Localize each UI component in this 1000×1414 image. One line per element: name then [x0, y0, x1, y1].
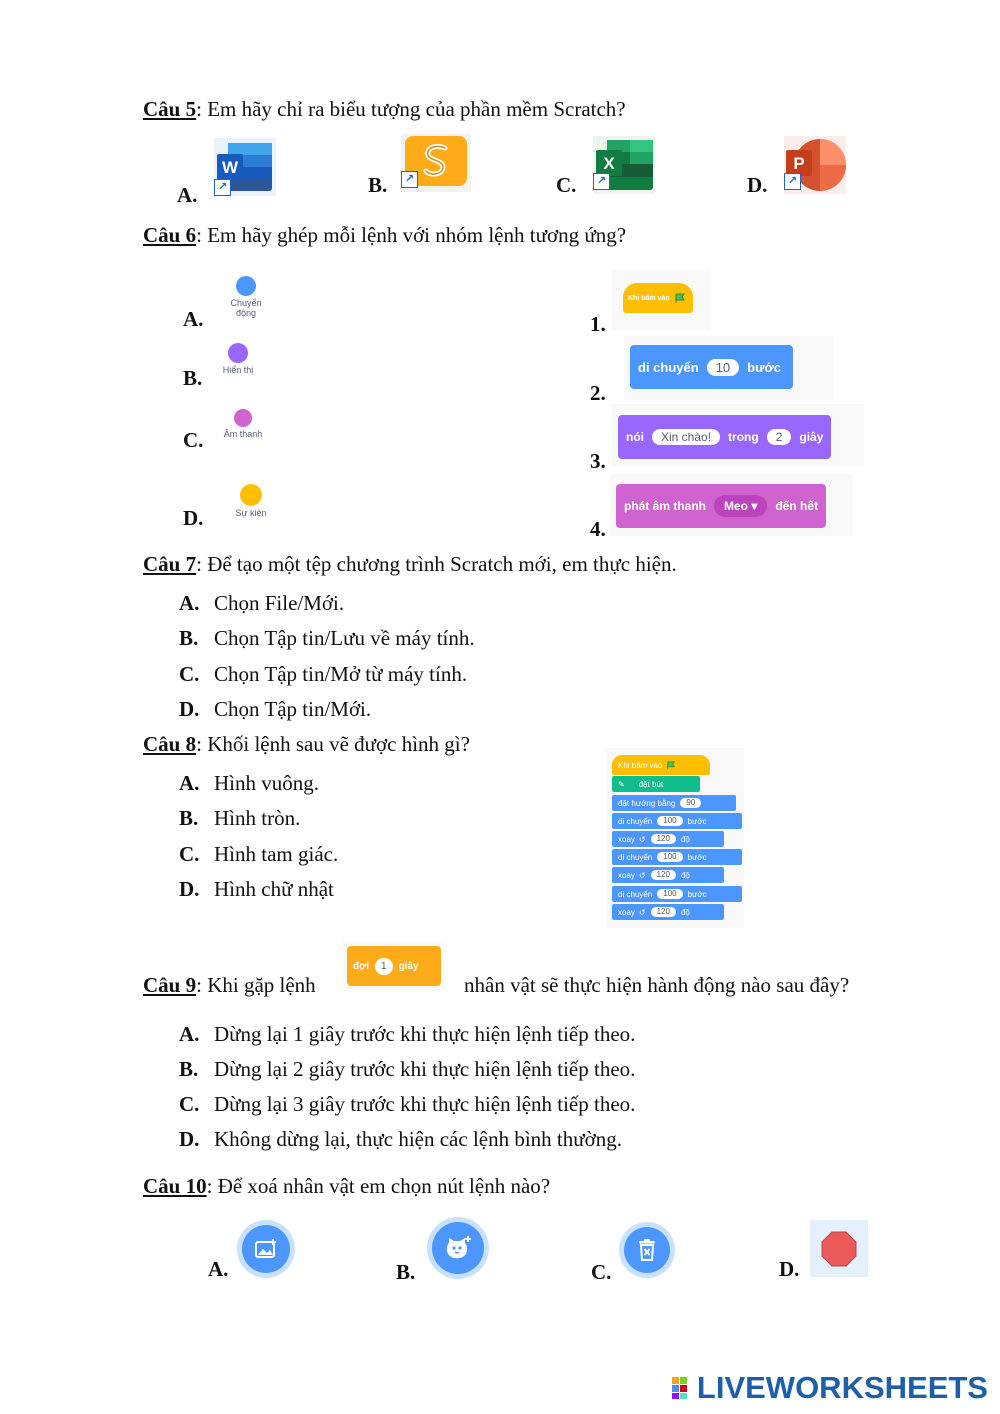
q7-option-d[interactable]: D. Chọn Tập tin/Mới. [179, 697, 372, 721]
liveworksheets-logo: LIVEWORKSHEETS [671, 1370, 988, 1406]
question-7: Câu 7: Để tạo một tệp chương trình Scratch mới, em thực hiện. [143, 552, 677, 576]
sound-dot-icon [234, 409, 252, 427]
move-steps-block[interactable]: di chuyển 10 bước [630, 345, 793, 389]
turn-degrees-block[interactable]: xoay ↺ 120 độ [612, 831, 724, 847]
q5-option-a-label: A. [177, 183, 198, 207]
q10-option-b-label: B. [396, 1260, 416, 1284]
point-direction-block[interactable]: đặt hướng bằng 90 [612, 795, 736, 811]
q5-option-c-label: C. [556, 173, 577, 197]
q10-option-c-label: C. [591, 1260, 612, 1284]
question-5: Câu 5: Em hãy chỉ ra biểu tượng của phần mềm Scratch? [143, 97, 626, 121]
say-seconds-input[interactable]: 2 [767, 429, 792, 445]
q6-left-c-label: C. [183, 428, 204, 452]
turn-left-icon: ↺ [638, 834, 646, 844]
q7-option-a[interactable]: A. Chọn File/Mới. [179, 591, 345, 615]
stop-button[interactable] [810, 1220, 868, 1277]
question-9: Câu 9: Khi gặp lệnh [143, 973, 316, 997]
excel-icon[interactable] [593, 136, 655, 194]
turn-degrees-block[interactable]: xoay ↺ 120 độ [612, 904, 724, 920]
word-icon[interactable] [214, 138, 276, 196]
shortcut-arrow-icon: ↗ [593, 173, 610, 190]
scratch-icon[interactable] [401, 134, 471, 192]
svg-text:X: X [603, 154, 615, 173]
pen-down-block[interactable]: ✎ đặt bút [612, 776, 700, 792]
q8-option-c[interactable]: C. Hình tam giác. [179, 842, 339, 866]
q9-option-d[interactable]: D. Không dừng lại, thực hiện các lệnh bình thường. [179, 1127, 623, 1151]
wait-seconds-block[interactable]: đợi 1 giây [347, 946, 441, 986]
q6-right-1-label: 1. [590, 312, 606, 336]
motion-dot-icon [236, 276, 256, 296]
q6-left-a-label: A. [183, 307, 204, 331]
q10-option-d-label: D. [779, 1257, 800, 1281]
say-text-input[interactable]: Xin chào! [652, 429, 720, 445]
green-flag-icon [666, 761, 676, 770]
powerpoint-icon[interactable] [784, 136, 846, 194]
q6-left-b-label: B. [183, 366, 203, 390]
steps-value-input[interactable]: 10 [707, 359, 739, 376]
choose-sprite-button[interactable] [432, 1222, 484, 1274]
q5-option-b-label: B. [368, 173, 388, 197]
shortcut-arrow-icon: ↗ [784, 173, 801, 190]
move-steps-block[interactable]: di chuyển 100 bước [612, 886, 742, 902]
play-sound-until-done-block[interactable]: phát âm thanh Meo ▾ đến hết [616, 484, 826, 528]
shortcut-arrow-icon: ↗ [214, 179, 231, 196]
question-10: Câu 10: Để xoá nhân vật em chọn nút lệnh nào? [143, 1174, 551, 1198]
turn-left-icon: ↺ [638, 870, 646, 880]
move-steps-block[interactable]: di chuyển 100 bước [612, 849, 742, 865]
when-clicked-block[interactable]: Khi bấm vào [612, 755, 710, 775]
q9-option-a[interactable]: A. Dừng lại 1 giây trước khi thực hiện lệnh tiếp theo. [179, 1022, 636, 1046]
category-looks[interactable]: Hiển thị [216, 343, 260, 375]
green-flag-icon [674, 293, 686, 304]
trash-icon [636, 1238, 658, 1262]
q6-right-4-label: 4. [590, 517, 606, 541]
svg-text:W: W [221, 158, 239, 177]
question-6: Câu 6: Em hãy ghép mỗi lệnh với nhóm lệnh tương ứng? [143, 223, 627, 247]
q8-script-stack [606, 748, 744, 928]
question-9-continuation: nhân vật sẽ thực hiện hành động nào sau đây? [464, 973, 850, 997]
delete-button[interactable] [624, 1227, 670, 1273]
stop-icon [820, 1230, 858, 1268]
events-dot-icon [240, 484, 262, 506]
q5-option-d-label: D. [747, 173, 768, 197]
q8-option-b[interactable]: B. Hình tròn. [179, 806, 301, 830]
wait-seconds-input[interactable]: 1 [375, 958, 393, 975]
when-clicked-block[interactable]: Khi bấm vào [623, 283, 693, 313]
q6-right-3-label: 3. [590, 449, 606, 473]
dropdown-caret-icon: ▾ [751, 499, 758, 513]
turn-left-icon: ↺ [638, 907, 646, 917]
q10-option-a-label: A. [208, 1257, 229, 1281]
question-8: Câu 8: Khối lệnh sau vẽ được hình gì? [143, 732, 470, 756]
sound-dropdown[interactable]: Meo ▾ [714, 495, 767, 517]
backdrop-icon [254, 1238, 278, 1260]
category-motion[interactable]: Chuyển động [222, 276, 270, 318]
q9-option-b[interactable]: B. Dừng lại 2 giây trước khi thực hiện lệnh tiếp theo. [179, 1057, 636, 1081]
q8-option-d[interactable]: D. Hình chữ nhật [179, 877, 334, 901]
choose-backdrop-button[interactable] [242, 1225, 290, 1273]
turn-degrees-block[interactable]: xoay ↺ 120 độ [612, 867, 724, 883]
pen-icon: ✎ [618, 779, 625, 789]
svg-text:P: P [793, 154, 805, 173]
move-steps-block[interactable]: di chuyển 100 bước [612, 813, 742, 829]
q7-option-b[interactable]: B. Chọn Tập tin/Lưu về máy tính. [179, 626, 475, 650]
q7-option-c[interactable]: C. Chọn Tập tin/Mở từ máy tính. [179, 662, 468, 686]
q8-option-a[interactable]: A. Hình vuông. [179, 771, 319, 795]
looks-dot-icon [228, 343, 248, 363]
q6-right-2-label: 2. [590, 381, 606, 405]
say-for-seconds-block[interactable]: nói Xin chào! trong 2 giây [618, 415, 831, 459]
category-sound[interactable]: Âm thanh [220, 409, 266, 439]
liveworksheets-logo-icon [671, 1376, 697, 1400]
category-events[interactable]: Sự kiện [228, 484, 274, 518]
sprite-icon [444, 1235, 472, 1261]
q6-left-d-label: D. [183, 506, 204, 530]
q9-option-c[interactable]: C. Dừng lại 3 giây trước khi thực hiện lệnh tiếp theo. [179, 1092, 636, 1116]
shortcut-arrow-icon: ↗ [401, 171, 418, 188]
